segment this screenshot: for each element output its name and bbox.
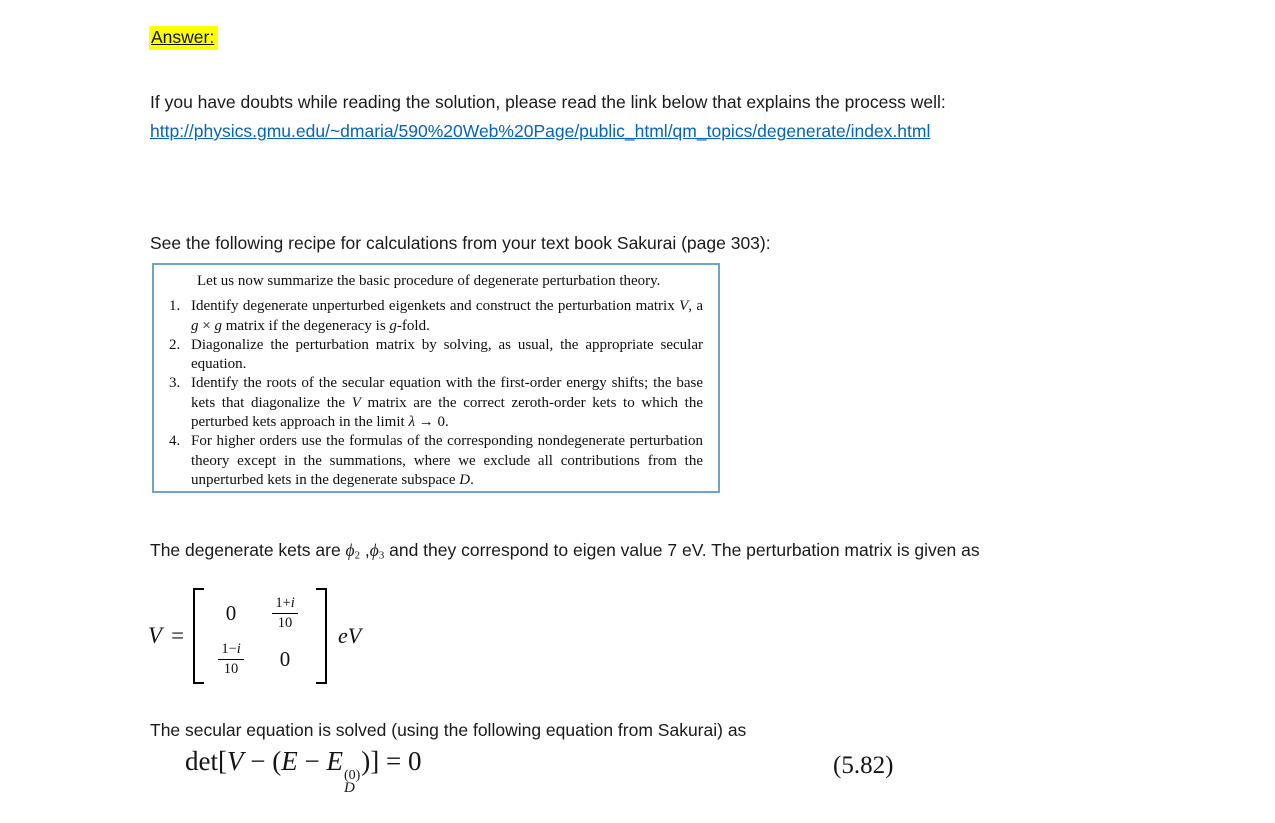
intro-text: If you have doubts while reading the solution, please read the link below that explains the process well: [150,91,946,112]
step-text: For higher orders use the formulas of the corresponding nondegenerate perturbation theory except in the summations, where we exclude all contributions from the unperturbed kets in the degenerate subspace D. [191,433,703,488]
step-text: Diagonalize the perturbation matrix by solving, as usual, the appropriate secular equation. [191,336,703,373]
variable-e: E [281,746,298,776]
matrix-right-bracket [316,588,327,684]
matrix-cell-r2c2: 0 [279,646,291,671]
variable-e-d: E [326,746,343,776]
matrix-cell-r1c1: 0 [225,600,237,625]
box-intro-text: Let us now summarize the basic procedure of degenerate perturbation theory. [197,273,661,289]
procedure-step-1 [169,297,703,336]
matrix-cell-r1c2 [272,595,297,631]
operator: − ( [243,746,282,776]
matrix-lhs-symbol: V [148,623,163,648]
operator: − [297,746,327,776]
step-number: 4. [169,433,181,450]
fraction-numerator: 1−i [218,641,243,660]
textbook-excerpt-box [152,263,720,493]
step-number: 2. [169,336,181,353]
fraction-denominator: 10 [223,660,239,677]
matrix-left-bracket [193,588,204,684]
fraction-denominator: 10 [277,614,293,631]
secular-determinant-equation [185,746,421,795]
secular-equation-text: The secular equation is solved (using the following equation from Sakurai) as [150,719,747,740]
procedure-step-4 [169,432,703,490]
procedure-step-2 [169,336,703,375]
equation-number: (5.82) [833,752,894,779]
reference-link[interactable]: http://physics.gmu.edu/~dmaria/590%20Web%20Page/public_html/qm_topics/degenerate/index.html [150,121,931,141]
step-text: Identify degenerate unperturbed eigenkets and construct the perturbation matrix V, a g × g matrix if the degeneracy is g-fold. [191,298,703,334]
step-text: Identify the roots of the secular equation with the first-order energy shifts; the base kets that diagonalize the V matrix are the correct zeroth-order kets to which the perturbed kets approach in the limit λ → 0. [191,375,703,431]
recipe-intro-text: See the following recipe for calculations from your text book Sakurai (page 303): [150,232,771,253]
sub-sup-stack [344,769,360,795]
matrix-cells [204,590,316,682]
procedure-step-3 [169,374,703,432]
matrix-cell-r2c1 [218,641,243,677]
answer-label: Answer: [149,26,218,50]
step-number: 1. [169,298,181,315]
subscript-d: D [343,780,355,796]
equation-suffix: )] = 0 [361,746,422,776]
det-prefix: det[ [185,746,227,776]
superscript-zero: (0) [343,768,361,783]
step-number: 3. [169,375,181,392]
matrix-unit: eV [338,623,362,648]
fraction-numerator: 1+i [272,595,297,614]
degenerate-kets-paragraph: The degenerate kets are ϕ2 ,ϕ3 and they correspond to eigen value 7 eV. The perturbation matrix is given as [150,539,980,562]
equals-sign: = [171,623,185,648]
perturbation-matrix-equation [148,588,361,684]
variable-v: V [226,746,244,776]
